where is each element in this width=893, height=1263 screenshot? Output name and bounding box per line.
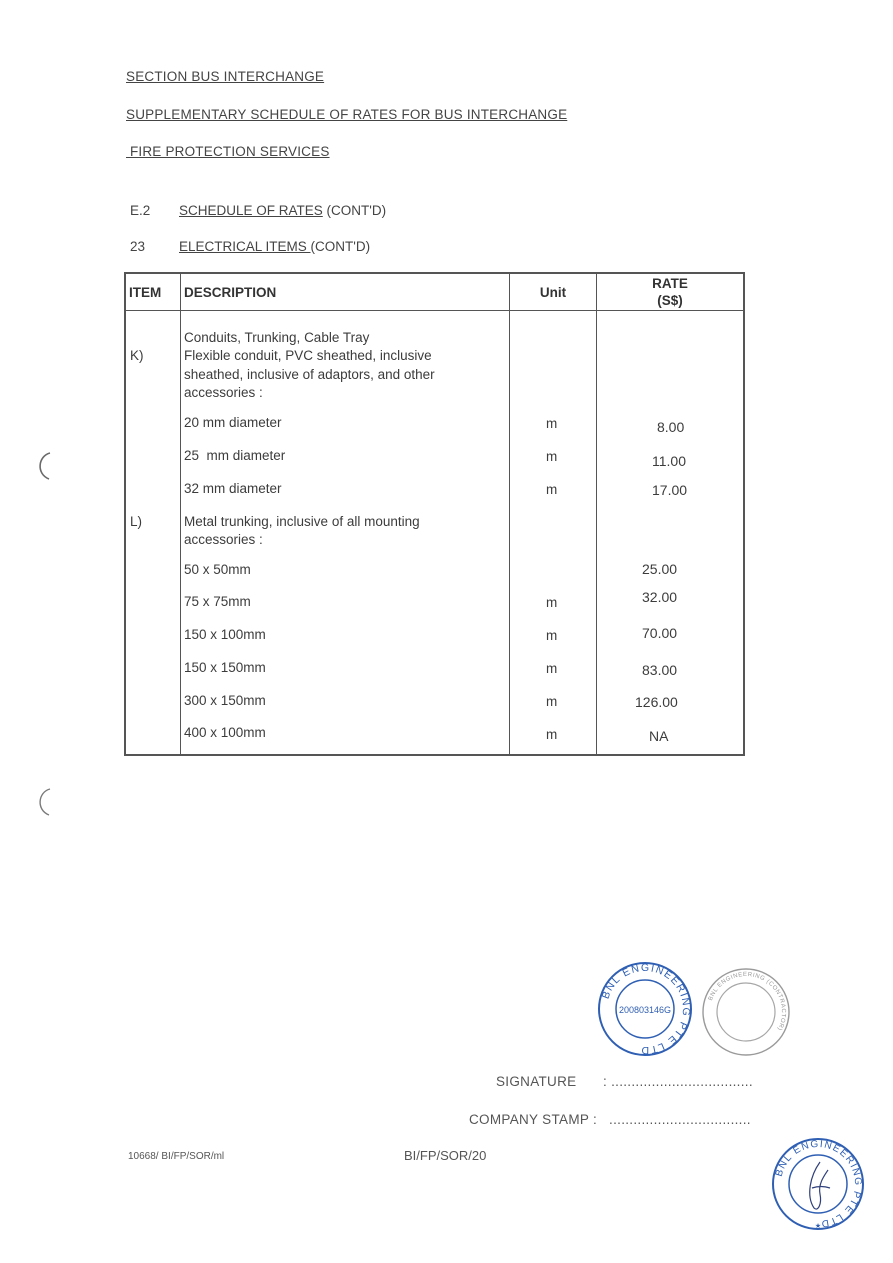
desc-k-line: Flexible conduit, PVC sheathed, inclusive bbox=[184, 348, 432, 363]
table-header-row bbox=[125, 273, 744, 311]
signature-scribble-icon bbox=[810, 1162, 830, 1209]
desc-k-line: sheathed, inclusive of adaptors, and other bbox=[184, 367, 435, 382]
col-unit-header: Unit bbox=[510, 273, 597, 311]
subsection-number: 23 bbox=[130, 239, 146, 254]
footer-reference: 10668/ BI/FP/SOR/ml bbox=[128, 1151, 225, 1162]
star-icon: ★ bbox=[814, 1223, 822, 1230]
col-rate-header bbox=[597, 273, 745, 311]
subsection-title: ELECTRICAL ITEMS bbox=[179, 239, 311, 254]
company-stamp bbox=[596, 960, 694, 1058]
subsection-heading bbox=[179, 239, 370, 254]
row-rate: 17.00 bbox=[652, 482, 688, 498]
desc-k-line: Conduits, Trunking, Cable Tray bbox=[184, 330, 370, 345]
item-l: L) bbox=[130, 514, 143, 529]
subsection-suffix: (CONT'D) bbox=[310, 239, 371, 254]
secondary-stamp-text: BNL ENGINEERING (CONTRACTOR) bbox=[707, 971, 787, 1032]
row-unit: m bbox=[546, 628, 558, 643]
row-rate: 32.00 bbox=[642, 589, 678, 605]
row-description: 400 x 100mm bbox=[184, 725, 266, 740]
row-description: 150 x 150mm bbox=[184, 660, 266, 675]
row-unit: m bbox=[546, 595, 558, 610]
table-body-row bbox=[125, 311, 744, 756]
desc-l-line: Metal trunking, inclusive of all mounting bbox=[184, 514, 420, 529]
rate-header-line2: (S$) bbox=[657, 293, 683, 308]
col-item-header: ITEM bbox=[125, 273, 181, 311]
row-description: 20 mm diameter bbox=[184, 415, 282, 430]
footer-page-code: BI/FP/SOR/20 bbox=[404, 1148, 487, 1163]
row-unit: m bbox=[546, 727, 558, 742]
item-column bbox=[125, 311, 181, 756]
section-heading bbox=[179, 203, 386, 218]
desc-k-line: accessories : bbox=[184, 385, 263, 400]
binder-hole-mark bbox=[34, 450, 54, 482]
corner-stamp bbox=[770, 1136, 866, 1232]
rate-column bbox=[597, 311, 745, 756]
row-unit: m bbox=[546, 694, 558, 709]
secondary-stamp bbox=[700, 966, 792, 1058]
row-unit: m bbox=[546, 482, 558, 497]
row-unit: m bbox=[546, 661, 558, 676]
section-suffix: (CONT'D) bbox=[322, 203, 387, 218]
rate-header-line1: RATE bbox=[652, 276, 688, 291]
row-unit: m bbox=[546, 449, 558, 464]
description-column bbox=[181, 311, 510, 756]
row-description: 25 mm diameter bbox=[184, 448, 286, 463]
section-title: SCHEDULE OF RATES bbox=[179, 203, 323, 218]
row-rate: 11.00 bbox=[652, 453, 686, 469]
row-rate: 70.00 bbox=[642, 625, 678, 641]
row-rate: 126.00 bbox=[635, 694, 678, 710]
signature-label: SIGNATURE bbox=[496, 1074, 577, 1089]
row-description: 32 mm diameter bbox=[184, 481, 282, 496]
row-description: 150 x 100mm bbox=[184, 627, 266, 642]
header-fire-protection: FIRE PROTECTION SERVICES bbox=[126, 144, 330, 159]
signature-dots: : ................................... bbox=[603, 1074, 753, 1089]
row-unit: m bbox=[546, 416, 558, 431]
binder-hole-mark bbox=[34, 786, 54, 818]
row-description: 50 x 50mm bbox=[184, 562, 251, 577]
rates-table bbox=[124, 272, 745, 756]
row-description: 75 x 75mm bbox=[184, 594, 251, 609]
unit-column bbox=[510, 311, 597, 756]
row-rate: 8.00 bbox=[657, 419, 685, 435]
row-rate: NA bbox=[649, 728, 669, 744]
section-number: E.2 bbox=[130, 203, 151, 218]
stamp-reg-no: 200803146G bbox=[618, 1005, 672, 1015]
company-stamp-label: COMPANY STAMP : bbox=[469, 1112, 598, 1127]
header-schedule: SUPPLEMENTARY SCHEDULE OF RATES FOR BUS INTERCHANGE bbox=[126, 107, 568, 122]
header-section: SECTION BUS INTERCHANGE bbox=[126, 69, 325, 84]
row-description: 300 x 150mm bbox=[184, 693, 266, 708]
row-rate: 83.00 bbox=[642, 662, 678, 678]
corner-stamp-text: BNL ENGINEERING PTE LTD bbox=[773, 1138, 864, 1230]
company-stamp-dots: ................................... bbox=[605, 1112, 751, 1127]
col-description-header: DESCRIPTION bbox=[181, 273, 510, 311]
row-rate: 25.00 bbox=[642, 561, 678, 577]
svg-text:BNL ENGINEERING (CONTRACTOR) bbox=[708, 972, 786, 1032]
desc-l-line: accessories : bbox=[184, 532, 263, 547]
item-k: K) bbox=[130, 348, 144, 363]
stamp-company-name: BNL ENGINEERING PTE LTD bbox=[599, 961, 693, 1057]
